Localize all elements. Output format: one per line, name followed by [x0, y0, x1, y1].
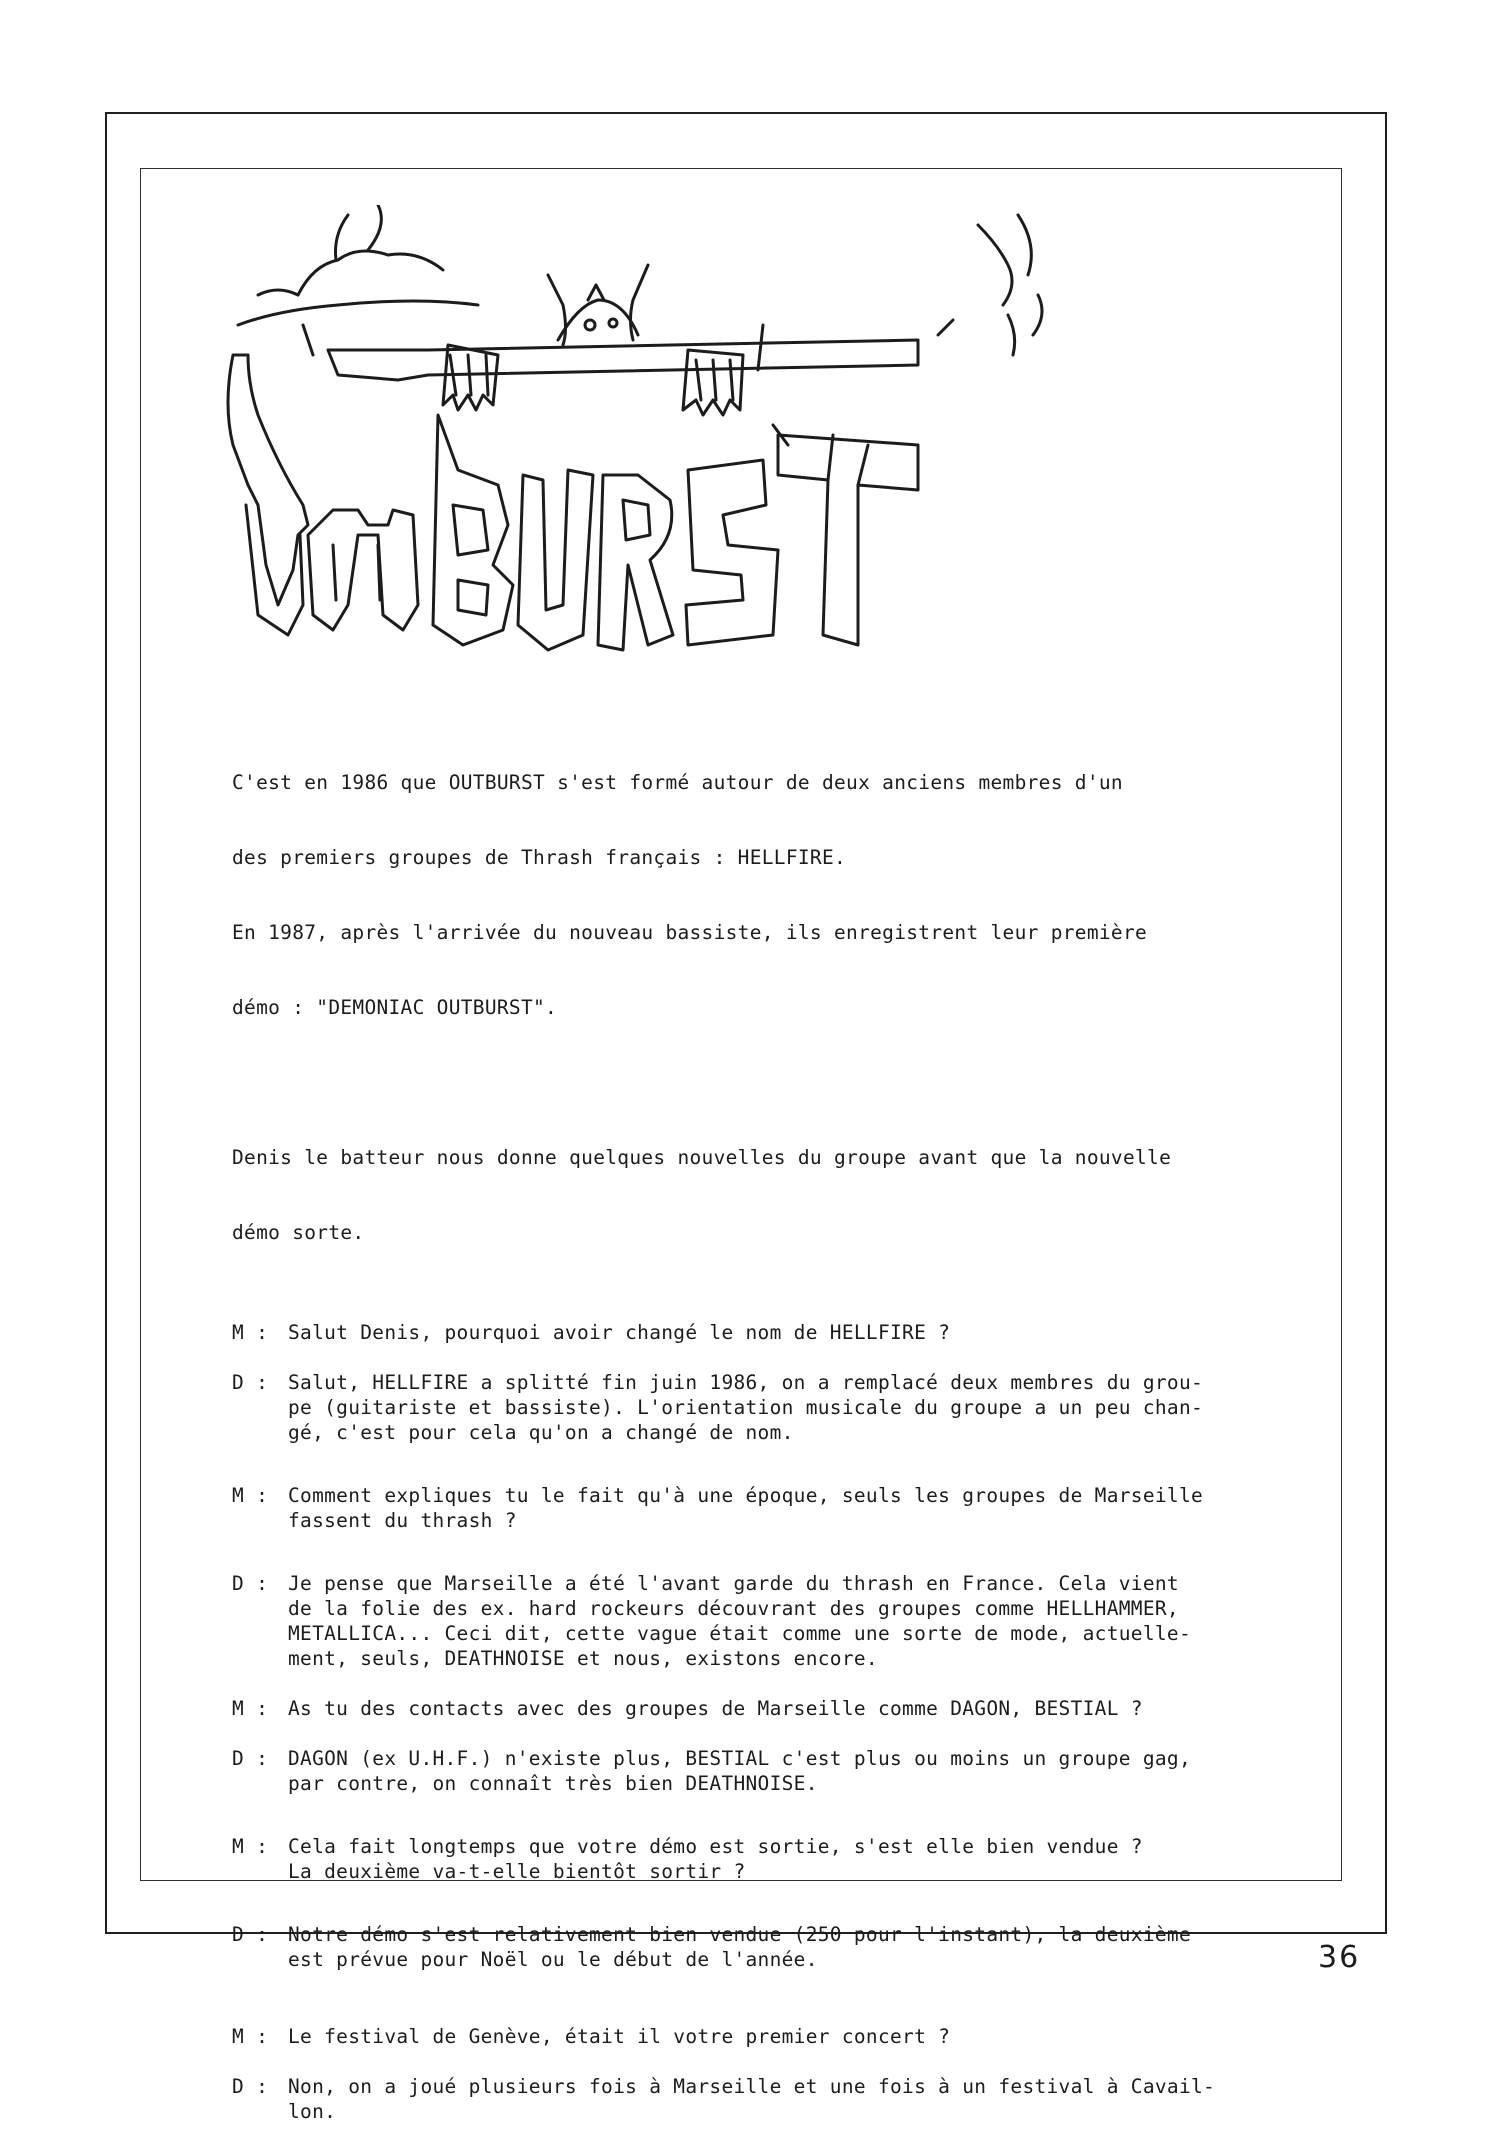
interview-line: Notre démo s'est relativement bien vendue (250 pour l'instant), la deuxième — [288, 1923, 1191, 1946]
speaker-label: M : — [232, 1697, 269, 1720]
intro-line: C'est en 1986 que OUTBURST s'est formé autour de deux anciens membres d'un — [232, 771, 1123, 794]
interview-line: Comment expliques tu le fait qu'à une époque, seuls les groupes de Marseille — [288, 1484, 1204, 1507]
intro-line: Denis le batteur nous donne quelques nouvelles du groupe avant que la nouvelle — [232, 1146, 1172, 1169]
interview-line: lon. — [288, 2100, 337, 2123]
speaker-label: D : — [232, 1572, 269, 1595]
interview-line: ment, seuls, DEATHNOISE et nous, existons encore. — [288, 1647, 878, 1670]
interview-section — [232, 1320, 1292, 2124]
page-number: 36 — [1318, 1940, 1361, 1975]
interview-text — [288, 1483, 1292, 1533]
interview-text — [288, 1696, 1292, 1721]
interview-answer — [232, 1370, 1292, 1445]
intro-line: démo : "DEMONIAC OUTBURST". — [232, 996, 558, 1019]
interview-line: La deuxième va-t-elle bientôt sortir ? — [288, 1860, 746, 1883]
interview-text — [288, 1834, 1292, 1884]
interview-answer — [232, 1922, 1292, 1972]
interview-text — [288, 1571, 1292, 1671]
interview-answer — [232, 1571, 1292, 1671]
interview-line: pe (guitariste et bassiste). L'orientation musicale du groupe a un peu chan- — [288, 1396, 1204, 1419]
speaker-label: D : — [232, 1371, 269, 1394]
intro-paragraph-2 — [232, 1095, 1292, 1295]
interview-line: METALLICA... Ceci dit, cette vague était comme une sorte de mode, actuelle- — [288, 1622, 1191, 1645]
interview-question — [232, 1483, 1292, 1533]
interview-line: DAGON (ex U.H.F.) n'existe plus, BESTIAL c'est plus ou moins un groupe gag, — [288, 1747, 1191, 1770]
interview-line: fassent du thrash ? — [288, 1509, 517, 1532]
intro-line: En 1987, après l'arrivée du nouveau bassiste, ils enregistrent leur première — [232, 921, 1148, 944]
interview-text — [288, 1370, 1292, 1445]
interview-answer — [232, 2074, 1292, 2124]
article-body — [232, 720, 1292, 2149]
interview-question — [232, 1696, 1292, 1721]
interview-text — [288, 2024, 1292, 2049]
speaker-label: M : — [232, 1321, 269, 1344]
interview-text — [288, 1320, 1292, 1345]
speaker-label: M : — [232, 1484, 269, 1507]
speaker-label: D : — [232, 1747, 269, 1770]
interview-line: Non, on a joué plusieurs fois à Marseille et une fois à un festival à Cavail- — [288, 2075, 1216, 2098]
intro-line: des premiers groupes de Thrash français : HELLFIRE. — [232, 846, 847, 869]
interview-answer — [232, 1746, 1292, 1796]
interview-line: Je pense que Marseille a été l'avant garde du thrash en France. Cela vient — [288, 1572, 1179, 1595]
interview-line: par contre, on connaît très bien DEATHNOISE. — [288, 1772, 818, 1795]
interview-line: de la folie des ex. hard rockeurs découvrant des groupes comme HELLHAMMER, — [288, 1597, 1179, 1620]
interview-line: est prévue pour Noël ou le début de l'année. — [288, 1948, 818, 1971]
speaker-label: M : — [232, 1835, 269, 1858]
intro-line: démo sorte. — [232, 1221, 365, 1244]
interview-text — [288, 1922, 1292, 1972]
interview-line: Salut, HELLFIRE a splitté fin juin 1986, on a remplacé deux membres du grou- — [288, 1371, 1204, 1394]
interview-line: Le festival de Genève, était il votre premier concert ? — [288, 2025, 951, 2048]
speaker-label: D : — [232, 2075, 269, 2098]
interview-text — [288, 1746, 1292, 1796]
interview-question — [232, 2024, 1292, 2049]
speaker-label: M : — [232, 2025, 269, 2048]
interview-line: As tu des contacts avec des groupes de Marseille comme DAGON, BESTIAL ? — [288, 1697, 1143, 1720]
speaker-label: D : — [232, 1923, 269, 1946]
interview-text — [288, 2074, 1292, 2124]
interview-question — [232, 1320, 1292, 1345]
interview-question — [232, 1834, 1292, 1884]
interview-line: Cela fait longtemps que votre démo est sortie, s'est elle bien vendue ? — [288, 1835, 1143, 1858]
intro-paragraph — [232, 720, 1292, 1070]
interview-line: Salut Denis, pourquoi avoir changé le nom de HELLFIRE ? — [288, 1321, 951, 1344]
outburst-logo-drawing — [218, 205, 1240, 665]
interview-line: gé, c'est pour cela qu'on a changé de nom. — [288, 1421, 794, 1444]
